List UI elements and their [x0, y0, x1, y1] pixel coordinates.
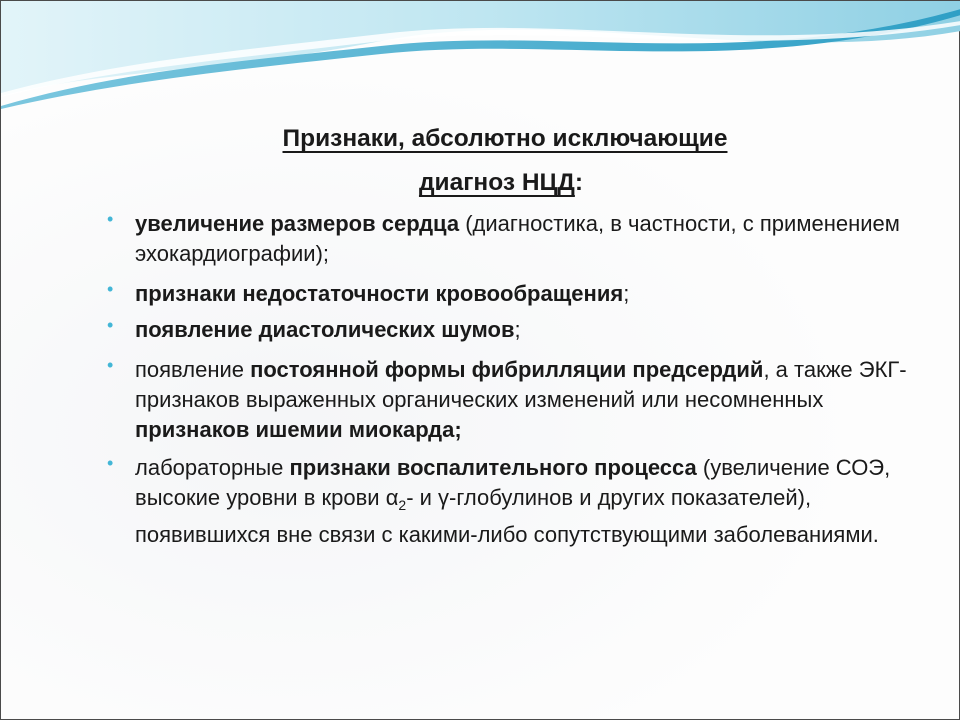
- bullet-dot-icon: •: [107, 209, 114, 229]
- subscript-text: 2: [398, 497, 407, 513]
- bold-text: признаки недостаточности кровообращения: [135, 281, 624, 306]
- title-colon: :: [574, 169, 584, 196]
- bold-text: увеличение размеров сердца: [135, 211, 460, 236]
- body-text: ;: [514, 317, 521, 342]
- bullet-item: [107, 355, 907, 445]
- bullet-item: [107, 453, 907, 550]
- bullet-item: [107, 209, 907, 269]
- body-text: , а также ЭКГ-признаков выраженных органических изменений или несомненных: [135, 357, 907, 412]
- bullet-dot-icon: •: [107, 279, 114, 299]
- bullet-dot-icon: •: [107, 453, 114, 473]
- bullet-item: [107, 315, 907, 345]
- body-text: ;: [623, 281, 630, 306]
- bold-text: появление диастолических шумов: [135, 317, 515, 342]
- bullet-dot-icon: •: [107, 355, 114, 375]
- bullet-dot-icon: •: [107, 315, 114, 335]
- bullet-item: [107, 279, 907, 309]
- decorative-wave-header: [1, 1, 960, 111]
- bullet-list: [107, 209, 907, 550]
- slide-title: [1, 117, 960, 205]
- title-line-1: Признаки, абсолютно исключающие: [282, 125, 728, 152]
- body-text: лабораторные: [135, 455, 290, 480]
- body-text: появление: [135, 357, 251, 382]
- body-text: - и γ-глобулинов и других показателей), появившихся вне связи с какими-либо сопутствующими заболеваниями.: [135, 485, 879, 547]
- bold-text: признаков ишемии миокарда;: [135, 417, 462, 442]
- body-text: (диагностика, в частности, с применением эхокардиографии);: [135, 211, 900, 266]
- bold-text: постоянной формы фибрилляции предсердий: [250, 357, 764, 382]
- body-text: (увеличение СОЭ, высокие уровни в крови α: [135, 455, 891, 510]
- title-line-2: диагноз НЦД: [418, 169, 575, 196]
- bold-text: признаки воспалительного процесса: [289, 455, 697, 480]
